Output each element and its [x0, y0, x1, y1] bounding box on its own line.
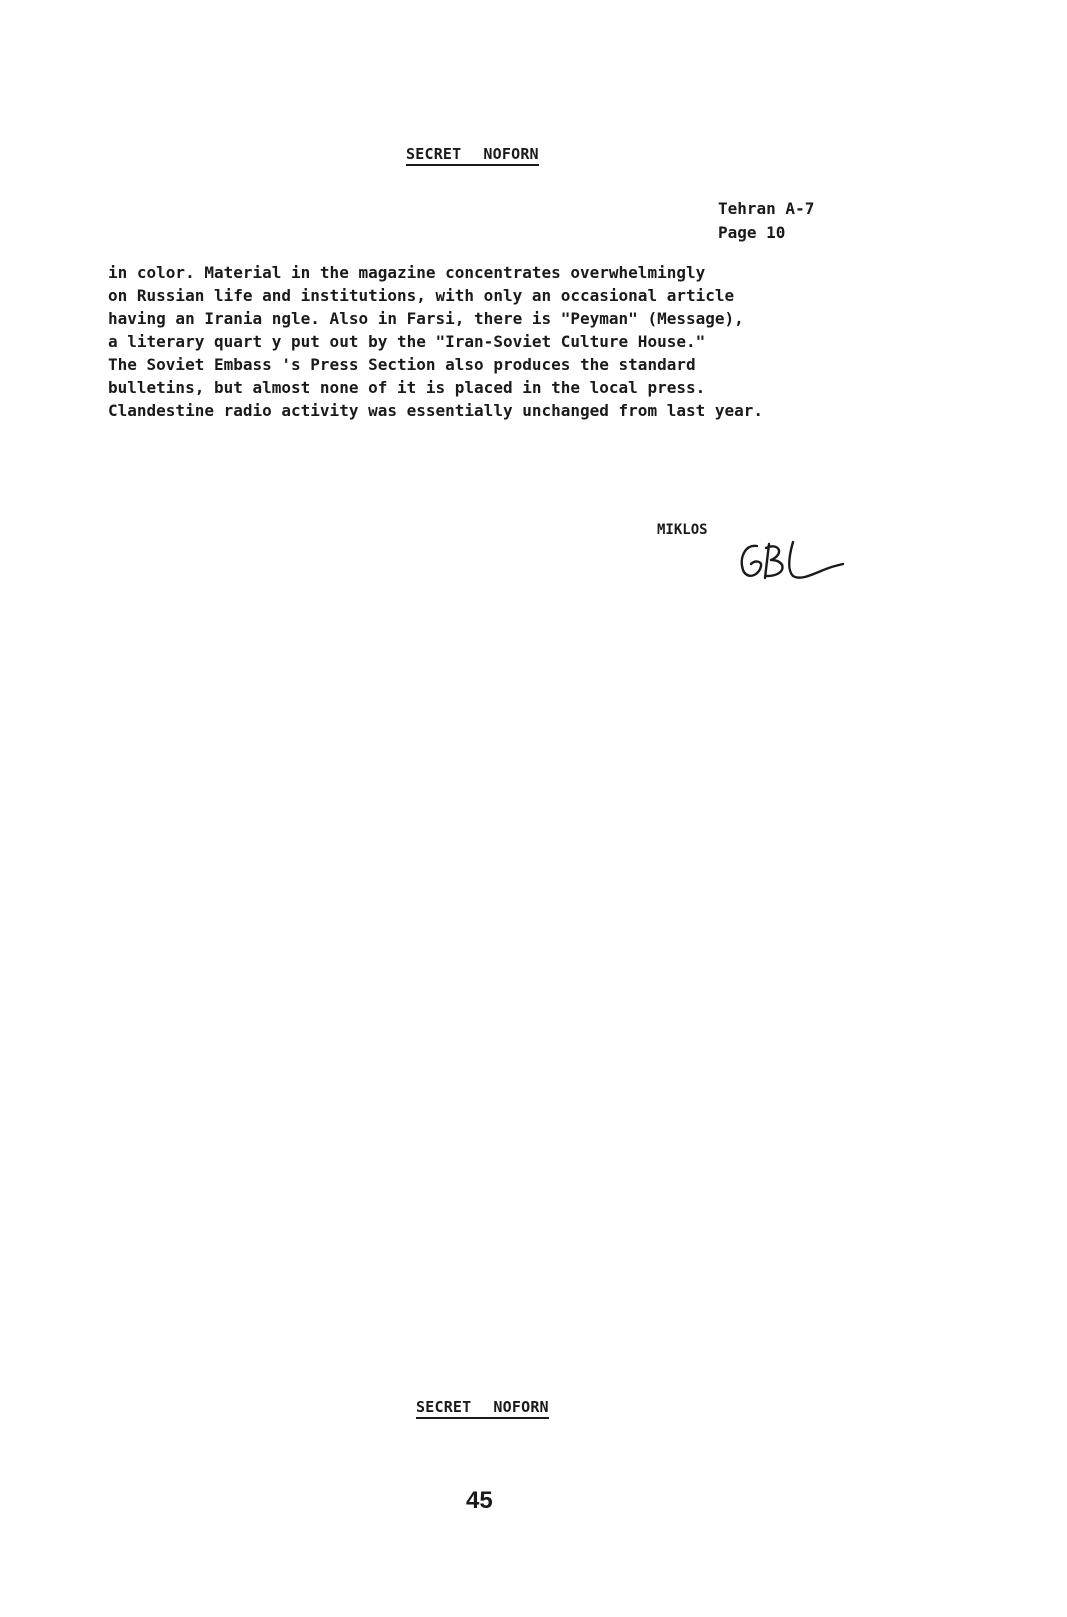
body-line: a literary quart y put out by the "Iran-Soviet Culture House." [108, 332, 706, 351]
body-line: The Soviet Embass 's Press Section also produces the standard [108, 355, 696, 374]
reference-block [718, 197, 814, 245]
body-line: bulletins, but almost none of it is placed in the local press. [108, 378, 706, 397]
classification-footer [416, 1398, 549, 1419]
classification-header [406, 145, 539, 166]
body-line: on Russian life and institutions, with only an occasional article [108, 286, 735, 305]
signer-name: MIKLOS [657, 522, 708, 538]
body-line: Clandestine radio activity was essentially unchanged from last year. [108, 401, 764, 420]
classification-word-noforn: NOFORN [483, 145, 539, 163]
body-line: having an Irania ngle. Also in Farsi, there is "Peyman" (Message), [108, 309, 744, 328]
page-reference: Page 10 [718, 223, 786, 242]
classification-word-secret: SECRET [406, 145, 462, 163]
body-line: in color. Material in the magazine concentrates overwhelmingly [108, 263, 706, 282]
page-number: 45 [466, 1487, 493, 1514]
handwritten-initials [735, 536, 845, 586]
classification-word-noforn: NOFORN [493, 1398, 549, 1416]
body-paragraph [108, 261, 908, 422]
classification-word-secret: SECRET [416, 1398, 472, 1416]
telegram-reference: Tehran A-7 [718, 199, 815, 218]
